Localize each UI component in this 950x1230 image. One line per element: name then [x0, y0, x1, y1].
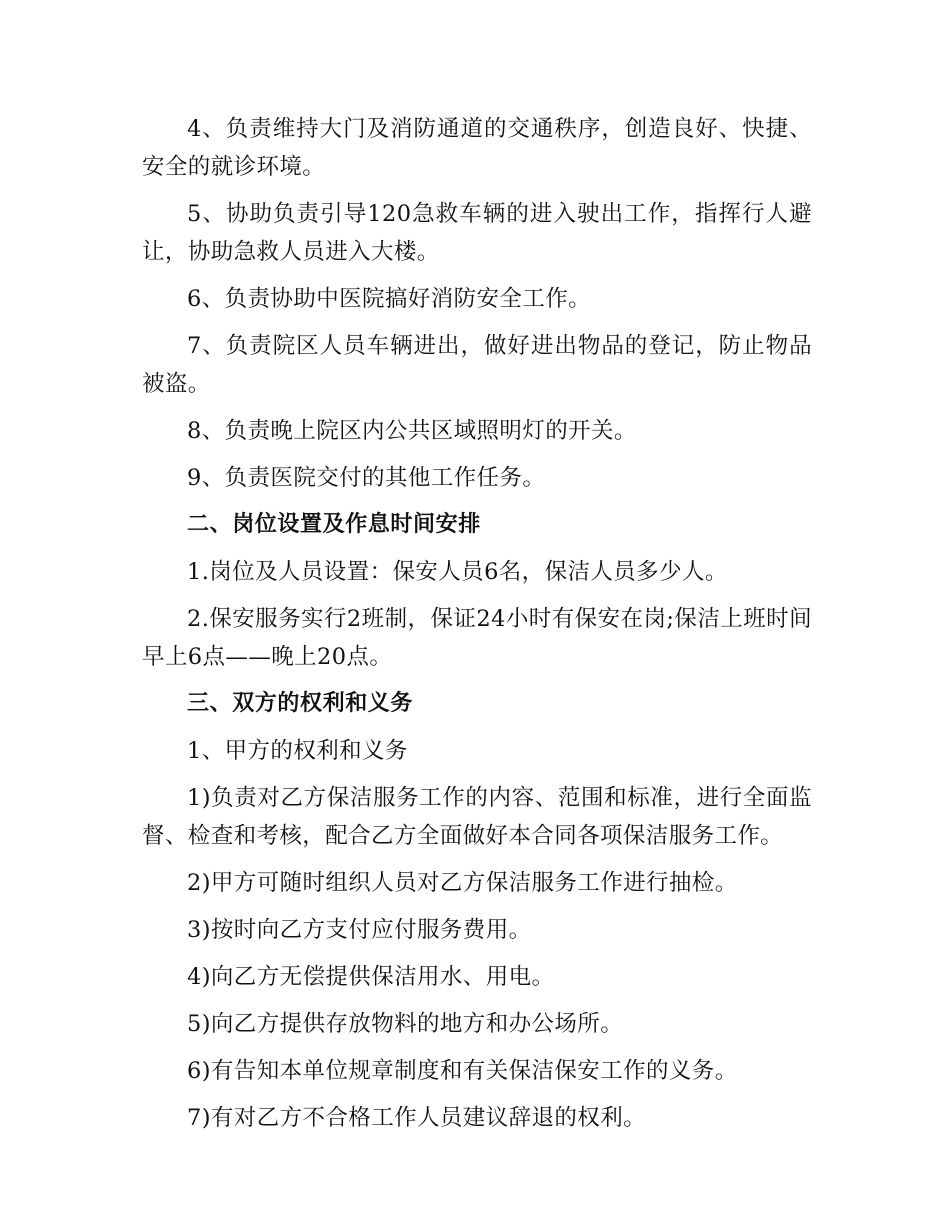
party-a-item-7: 7)有对乙方不合格工作人员建议辞退的权利。 — [187, 1105, 646, 1131]
party-a-item-3: 3)按时向乙方支付应付服务费用。 — [187, 917, 532, 943]
subsection-heading-party-a: 1、甲方的权利和义务 — [187, 738, 408, 764]
section-heading-3: 三、双方的权利和义务 — [187, 691, 414, 716]
staffing-item-2: 2.保安服务实行2班制，保证24小时有保安在岗;保洁上班时间早上6点——晚上20点。 — [142, 606, 812, 670]
staffing-item-1: 1.岗位及人员设置：保安人员6名，保洁人员多少人。 — [187, 559, 728, 585]
duty-item-5: 5、协助负责引导120急救车辆的进入驶出工作，指挥行人避让，协助急救人员进入大楼。 — [142, 201, 812, 265]
party-a-item-2: 2)甲方可随时组织人员对乙方保洁服务工作进行抽检。 — [187, 870, 738, 896]
party-a-item-1: 1)负责对乙方保洁服务工作的内容、范围和标准，进行全面监督、检查和考核，配合乙方全面做好本合同各项保洁服务工作。 — [142, 785, 812, 849]
duty-item-7: 7、负责院区人员车辆进出，做好进出物品的登记，防止物品被盗。 — [142, 333, 812, 397]
party-a-item-4: 4)向乙方无偿提供保洁用水、用电。 — [187, 964, 555, 990]
duty-item-4: 4、负责维持大门及消防通道的交通秩序，创造良好、快捷、安全的就诊环境。 — [142, 116, 812, 180]
party-a-item-5: 5)向乙方提供存放物料的地方和办公场所。 — [187, 1011, 624, 1037]
party-a-item-6: 6)有告知本单位规章制度和有关保洁保安工作的义务。 — [187, 1058, 738, 1084]
duty-item-8: 8、负责晚上院区内公共区域照明灯的开关。 — [187, 418, 637, 444]
duty-item-6: 6、负责协助中医院搞好消防安全工作。 — [187, 286, 592, 312]
section-heading-2: 二、岗位设置及作息时间安排 — [187, 512, 481, 537]
duty-item-9: 9、负责医院交付的其他工作任务。 — [187, 465, 546, 491]
